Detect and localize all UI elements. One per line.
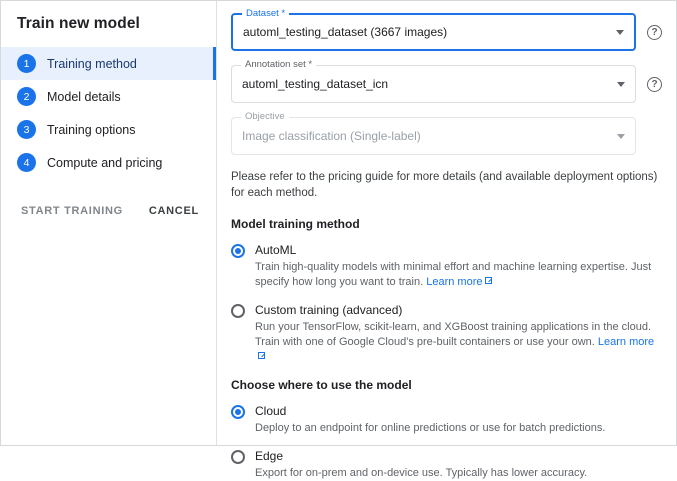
step-label-4: Compute and pricing <box>47 155 163 170</box>
radio-cloud[interactable] <box>231 405 245 419</box>
step-number-1: 1 <box>17 54 36 73</box>
chevron-down-icon[interactable] <box>616 30 624 35</box>
radio-automl[interactable] <box>231 244 245 258</box>
step-number-2: 2 <box>17 87 36 106</box>
page-title: Train new model <box>17 15 140 32</box>
annotation-set-value: automl_testing_dataset_icn <box>242 77 389 91</box>
option-custom-training-title: Custom training (advanced) <box>255 303 403 317</box>
pricing-note: Please refer to the pricing guide for more details (and available deployment options) for each method. <box>231 171 658 199</box>
help-icon-dataset[interactable]: ? <box>647 25 662 40</box>
step-number-4: 4 <box>17 153 36 172</box>
model-training-method-group <box>231 243 662 365</box>
option-cloud-desc: Deploy to an endpoint for online predictions or use for batch predictions. <box>255 422 606 434</box>
option-edge[interactable] <box>231 449 662 481</box>
help-icon-annotation-set[interactable]: ? <box>647 77 662 92</box>
option-automl[interactable] <box>231 243 662 290</box>
step-label-2: Model details <box>47 89 121 104</box>
wizard-steps <box>1 47 216 179</box>
option-automl-title: AutoML <box>255 243 297 257</box>
chevron-down-icon[interactable] <box>617 82 625 87</box>
option-custom-training-desc <box>255 320 662 365</box>
sidebar-item-training-method[interactable] <box>1 47 216 80</box>
option-cloud[interactable] <box>231 404 662 436</box>
start-training-button[interactable]: START TRAINING <box>21 205 123 217</box>
option-cloud-title: Cloud <box>255 404 287 418</box>
dataset-select[interactable] <box>231 8 636 51</box>
usage-heading: Choose where to use the model <box>231 378 412 392</box>
model-training-method-heading: Model training method <box>231 217 360 231</box>
option-edge-title: Edge <box>255 449 284 463</box>
option-edge-desc: Export for on-prem and on-device use. Typically has lower accuracy. <box>255 467 588 479</box>
chevron-down-icon <box>617 134 625 139</box>
cancel-button[interactable]: CANCEL <box>148 205 199 217</box>
dataset-row <box>231 8 662 51</box>
learn-more-link-automl[interactable]: Learn more <box>426 276 483 288</box>
sidebar-item-compute-and-pricing[interactable] <box>1 146 216 179</box>
objective-label: Objective <box>241 112 289 122</box>
option-automl-desc-text: Train high-quality models with minimal effort and machine learning expertise. Just specify how long you want to train. <box>255 261 652 288</box>
objective-value: Image classification (Single-label) <box>242 129 421 143</box>
external-link-icon <box>258 352 265 359</box>
training-method-form <box>217 1 676 479</box>
option-custom-training[interactable] <box>231 303 662 365</box>
step-label-1: Training method <box>47 56 137 71</box>
usage-options-group <box>231 404 662 481</box>
radio-custom-training[interactable] <box>231 304 245 318</box>
wizard-sidebar <box>1 1 217 445</box>
sidebar-item-model-details[interactable] <box>1 80 216 113</box>
option-custom-training-desc-text: Run your TensorFlow, scikit-learn, and XGBoost training applications in the cloud. Train with one of Google Cloud's pre-built containers or use your own. <box>255 321 652 348</box>
step-label-3: Training options <box>47 122 136 137</box>
sidebar-actions <box>1 205 216 217</box>
dataset-value: automl_testing_dataset (3667 images) <box>243 25 448 39</box>
learn-more-link-custom[interactable]: Learn more <box>597 336 655 348</box>
annotation-set-row <box>231 59 662 103</box>
annotation-set-select[interactable] <box>231 59 636 103</box>
step-number-3: 3 <box>17 120 36 139</box>
annotation-set-label: Annotation set * <box>241 60 316 70</box>
external-link-icon <box>485 277 492 284</box>
sidebar-item-training-options[interactable] <box>1 113 216 146</box>
option-automl-desc <box>255 260 662 290</box>
dataset-label: Dataset * <box>242 9 289 19</box>
radio-edge[interactable] <box>231 450 245 464</box>
objective-select <box>231 111 636 155</box>
